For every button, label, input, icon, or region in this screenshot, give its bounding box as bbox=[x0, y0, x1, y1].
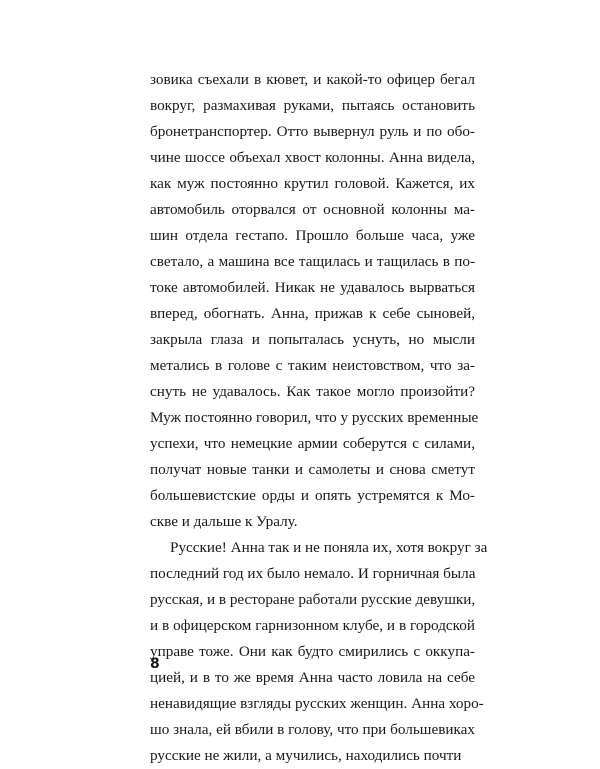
text-line: Русские! Анна так и не поняла их, хотя вокруг за bbox=[170, 539, 488, 556]
text-line: получат новые танки и самолеты и снова сметут bbox=[150, 461, 475, 478]
text-line: ненавидящие взгляды русских женщин. Анна хоро- bbox=[150, 695, 484, 712]
text-line: токе автомобилей. Никак не удавалось вырваться bbox=[150, 279, 475, 296]
text-line: цией, и в то же время Анна часто ловила на себе bbox=[150, 669, 475, 686]
text-line: зовика съехали в кювет, и какой-то офицер бегал bbox=[150, 71, 475, 88]
text-line: большевистские орды и опять устремятся к Мо- bbox=[150, 487, 475, 504]
text-line: Муж постоянно говорил, что у русских временные bbox=[150, 409, 479, 426]
text-line: автомобиль оторвался от основной колонны ма- bbox=[150, 201, 475, 218]
text-line: закрыла глаза и попыталась уснуть, но мысли bbox=[150, 331, 475, 348]
text-line: управе тоже. Они как будто смирились с оккупа- bbox=[150, 643, 475, 660]
text-line: успехи, что немецкие армии соберутся с силами, bbox=[150, 435, 475, 452]
paragraph bbox=[150, 67, 479, 535]
text-line: чине шоссе объехал хвост колонны. Анна видела, bbox=[150, 149, 475, 166]
page-number: 8 bbox=[150, 656, 160, 672]
text-line: скве и дальше к Уралу. bbox=[150, 513, 298, 530]
paragraph bbox=[150, 535, 488, 769]
text-line: русская, и в ресторане работали русские девушки, bbox=[150, 591, 476, 608]
text-line: русские не жили, а мучились, находились почти bbox=[150, 747, 462, 764]
text-line: метались в голове с таким неистовством, что за- bbox=[150, 357, 475, 374]
text-line: снуть не удавалось. Как такое могло произойти? bbox=[150, 383, 475, 400]
text-line: шин отдела гестапо. Прошло больше часа, уже bbox=[150, 227, 475, 244]
text-line: вперед, обогнать. Анна, прижав к себе сыновей, bbox=[150, 305, 475, 322]
text-line: и в офицерском гарнизонном клубе, и в городской bbox=[150, 617, 475, 634]
text-line: как муж постоянно крутил головой. Кажется, их bbox=[150, 175, 475, 192]
body-text bbox=[150, 67, 488, 769]
text-line: светало, а машина все тащилась и тащилась в по- bbox=[150, 253, 475, 270]
text-line: шо знала, ей вбили в голову, что при большевиках bbox=[150, 721, 475, 738]
text-line: вокруг, размахивая руками, пытаясь остановить bbox=[150, 97, 475, 114]
text-line: последний год их было немало. И горничная была bbox=[150, 565, 476, 582]
text-line: бронетранспортер. Отто вывернул руль и по обо- bbox=[150, 123, 475, 140]
